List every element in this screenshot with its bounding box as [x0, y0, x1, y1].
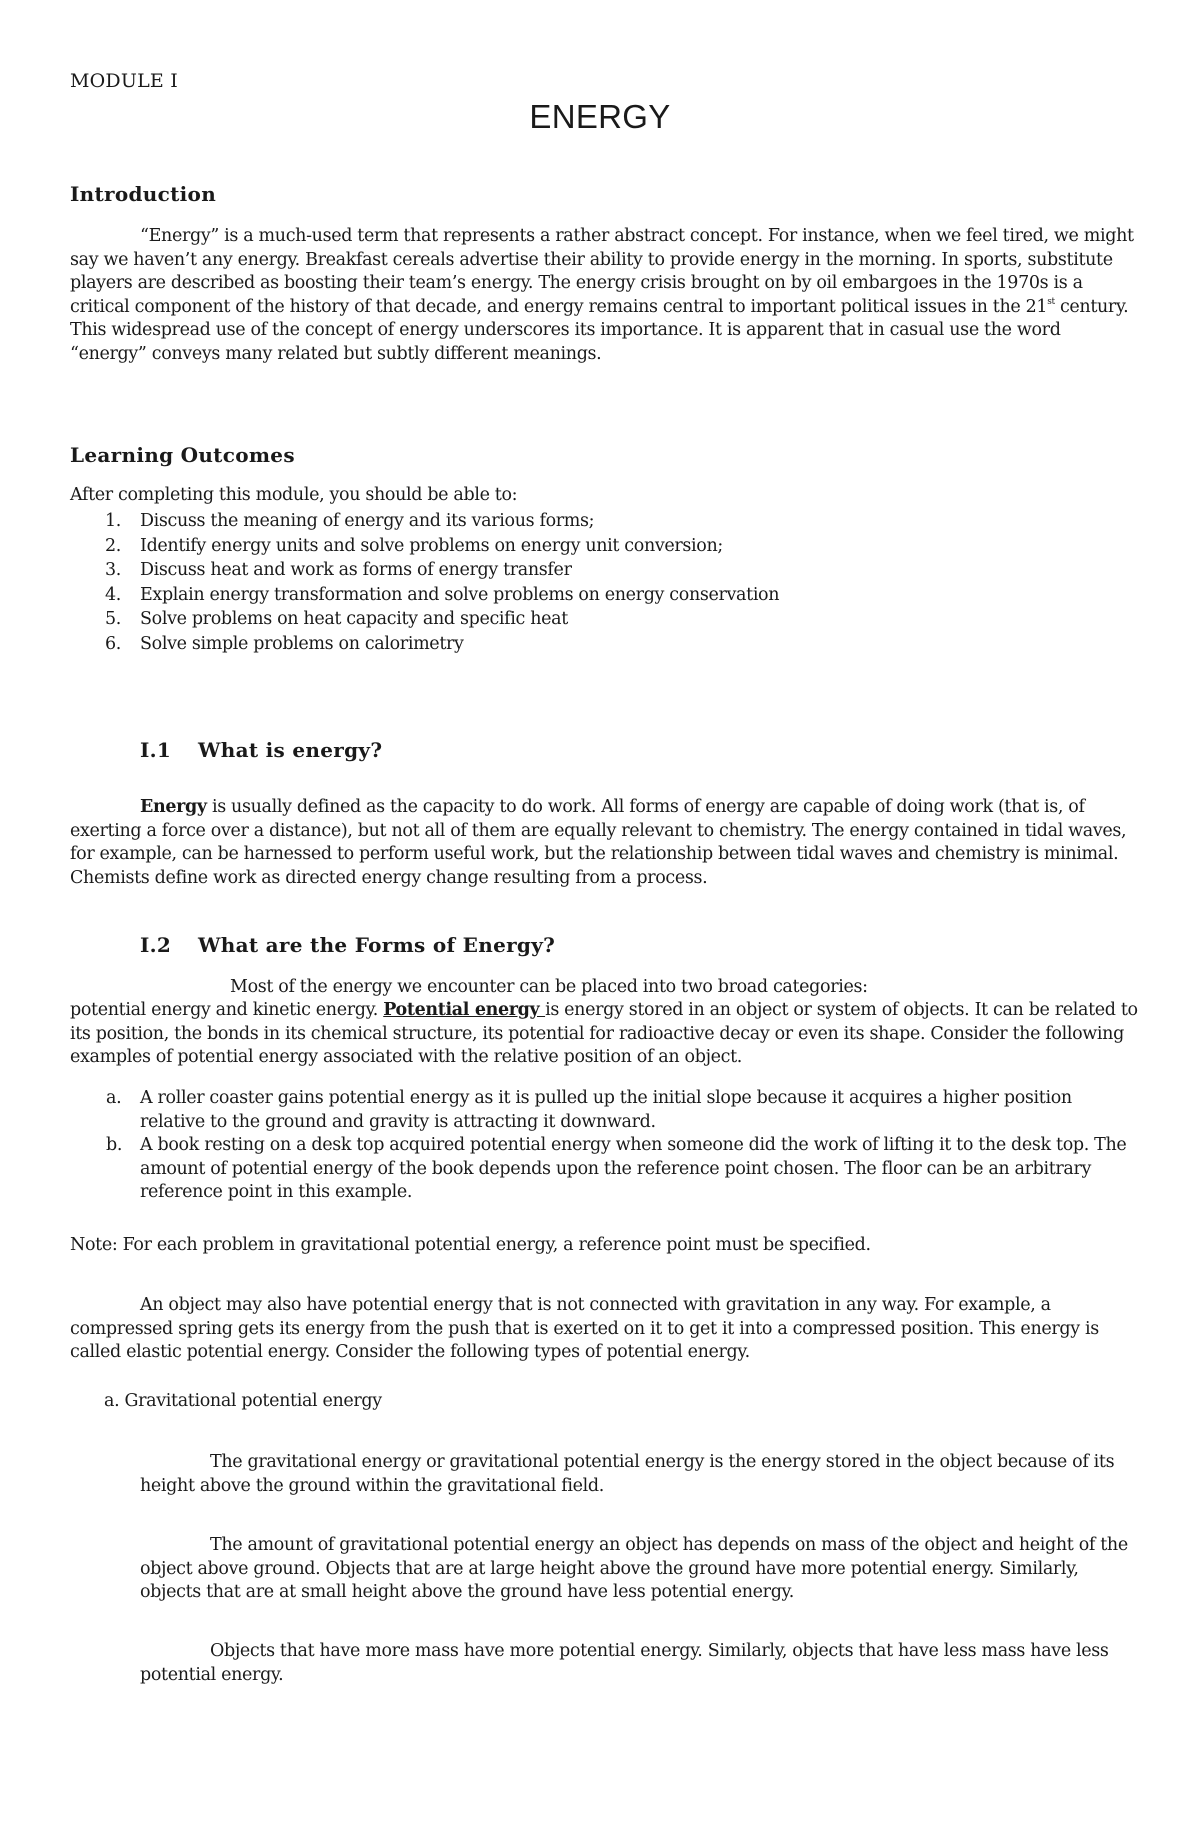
page-title-text: ENERGY: [529, 98, 671, 135]
list-item: [70, 1087, 1140, 1134]
list-item-number: 2.: [105, 535, 121, 556]
list-item-text: Discuss heat and work as forms of energy transfer: [140, 560, 572, 581]
introduction-text-b: century. This widespread use of the concept of energy underscores its importance. It is apparent that in casual use the word “energy” conveys many related but subtly different meanings.: [70, 296, 1129, 364]
section-1-number: I.1: [140, 738, 172, 762]
list-item-text: A book resting on a desk top acquired potential energy when someone did the work of lifting it to the desk top. The amount of potential energy of the book depends upon the reference point chosen. The floor can be an arbitrary reference point in this example.: [140, 1135, 1127, 1202]
section-1-text: is usually defined as the capacity to do work. All forms of energy are capable of doing work (that is, of exerting a force over a distance), but not all of them are equally relevant to chemistry. The energy contained in tidal waves, for example, can be harnessed to perform useful work, but the relationship between tidal waves and chemistry is minimal. Chemists define work as directed energy change resulting from a process.: [70, 797, 1127, 888]
introduction-text-a: “Energy” is a much-used term that represents a rather abstract concept. For instance, when we feel tired, we might say we haven’t any energy. Breakfast cereals advertise their ability to provide energy in the morning. In sports, substitute players are described as boosting their team’s energy. The energy crisis brought on by oil embargoes in the 1970s is a critical component of the history of that decade, and energy remains central to important political issues in the 21: [70, 226, 1134, 317]
list-item: [70, 607, 1140, 632]
gravitational-paragraph-1: The gravitational energy or gravitational potential energy is the energy stored in the object because of its height above the ground within the gravitational field.: [140, 1452, 1115, 1496]
list-item-text: Identify energy units and solve problems on energy unit conversion;: [140, 535, 723, 556]
list-item-text: Discuss the meaning of energy and its various forms;: [140, 511, 595, 531]
gravitational-paragraph-3: Objects that have more mass have more potential energy. Similarly, objects that have less mass have less potential energy.: [140, 1641, 1109, 1685]
list-item-text: Solve simple problems on calorimetry: [140, 633, 464, 654]
learning-outcomes-heading: Learning Outcomes: [70, 443, 295, 467]
page-title: [0, 98, 1200, 136]
gravitational-paragraph-2: The amount of gravitational potential energy an object has depends on mass of the object and height of the object above ground. Objects that are at large height above the ground have more potential energy. Similarly, objects that are at small height above the ground have less potential energy.: [140, 1535, 1128, 1602]
module-label: MODULE I: [70, 70, 178, 92]
section-1-heading: [140, 738, 740, 764]
learning-outcomes-list: [70, 509, 1140, 657]
potential-energy-term: Potential energy: [383, 1000, 546, 1020]
list-item-number: 4.: [105, 584, 121, 605]
section-1-paragraph: [70, 796, 1140, 890]
section-2-title: What are the Forms of Energy?: [198, 933, 556, 957]
introduction-paragraph: [70, 225, 1140, 366]
list-item-number: 6.: [105, 633, 121, 654]
example-list: [70, 1087, 1140, 1205]
section-2-number: I.2: [140, 933, 172, 957]
list-item-text: Solve problems on heat capacity and specific heat: [140, 609, 568, 630]
list-item: [70, 558, 1140, 583]
section-2-heading: [140, 933, 840, 959]
section-1-title: What is energy?: [198, 738, 383, 762]
list-item: [70, 1134, 1140, 1205]
note-text: Note: For each problem in gravitational potential energy, a reference point must be specified.: [70, 1235, 871, 1255]
list-item-number: a.: [106, 1088, 122, 1108]
list-item: [70, 509, 1140, 534]
elastic-energy-paragraph: An object may also have potential energy that is not connected with gravitation in any way. For example, a compressed spring gets its energy from the push that is exerted on it to get it into a compressed position. This energy is called elastic potential energy. Consider the following types of potential energy.: [70, 1295, 1099, 1362]
energy-term: Energy: [140, 797, 207, 817]
section-2-text-pre: potential energy and kinetic energy.: [70, 1000, 384, 1020]
section-2-first-line: Most of the energy we encounter can be placed into two broad categories:: [230, 977, 868, 997]
list-item-text: Explain energy transformation and solve problems on energy conservation: [140, 584, 780, 605]
outcome-list: [70, 509, 1140, 657]
list-item-number: 1.: [105, 511, 121, 531]
list-item-number: 3.: [105, 560, 121, 581]
list-item-number: b.: [106, 1135, 123, 1155]
introduction-superscript: st: [1047, 296, 1055, 307]
list-item: [70, 583, 1140, 608]
list-item: [70, 534, 1140, 559]
list-item: [70, 632, 1140, 657]
introduction-heading: Introduction: [70, 182, 217, 206]
section-2-paragraph: [70, 999, 1140, 1070]
list-item-text: A roller coaster gains potential energy as it is pulled up the initial slope because it acquires a higher position relative to the ground and gravity is attracting it downward.: [140, 1088, 1072, 1132]
potential-energy-examples: [70, 1087, 1140, 1205]
section-2-text-post: is energy stored in an object or system of objects. It can be related to its position, the bonds in its chemical structure, its potential for radioactive decay or even its shape. Consider the following examples of potential energy associated with the relative position of an object.: [70, 1000, 1138, 1067]
learning-outcomes-lead: After completing this module, you should be able to:: [70, 485, 518, 505]
list-item-number: 5.: [105, 609, 121, 630]
gravitational-subheading: a. Gravitational potential energy: [104, 1391, 382, 1411]
